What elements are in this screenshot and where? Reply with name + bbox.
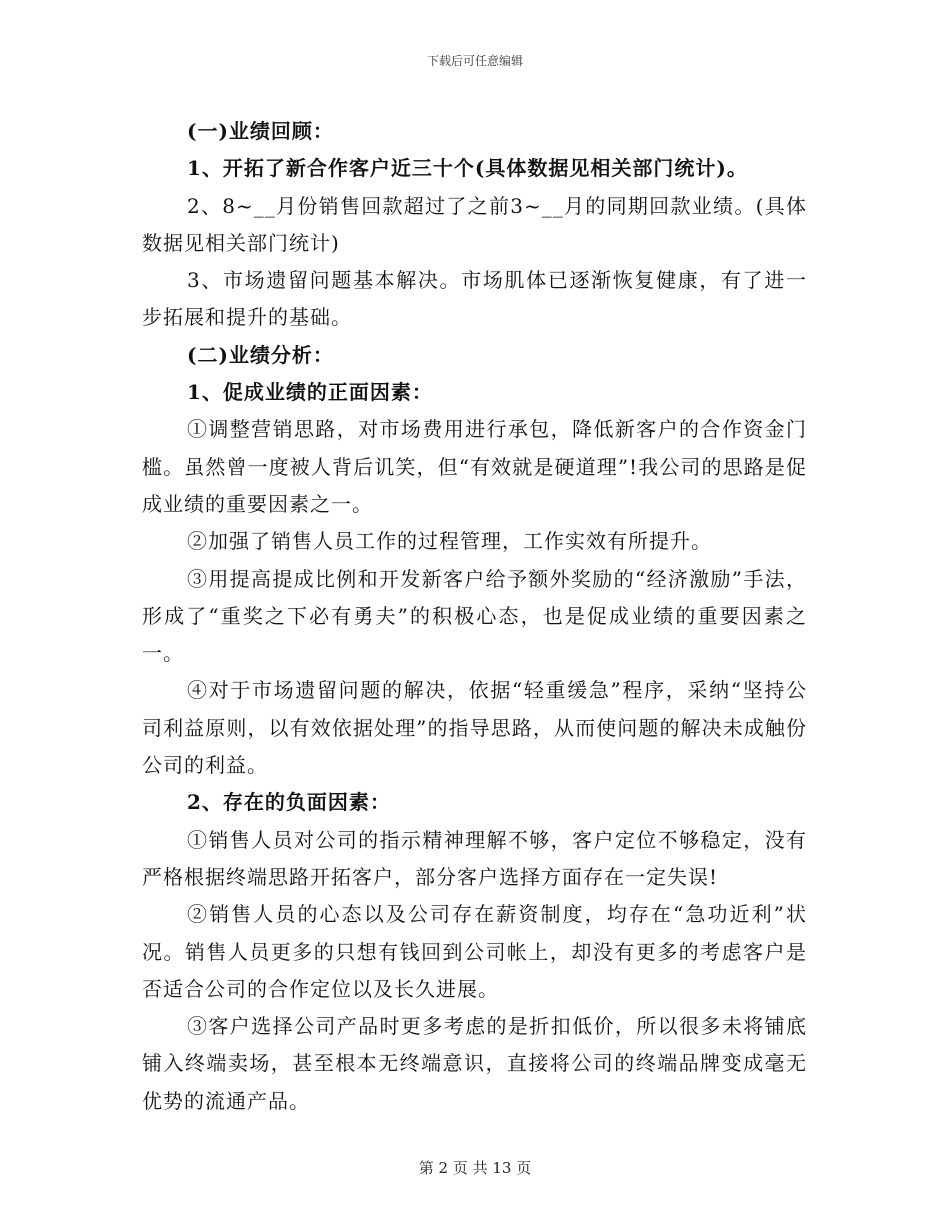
subheading-positive-factors: 1、促成业绩的正面因素： [187,380,433,405]
positive-factor-2: ②加强了销售人员工作的过程管理，工作实效有所提升。 [187,529,712,554]
subheading-negative-factors: 2、存在的负面因素： [187,790,391,815]
positive-factor-3: ③用提高提成比例和开发新客户给予额外奖励的“经济激励”手法，形成了“重奖之下必有勇夫”的积极心态，也是促成业绩的重要因素之一。 [142,566,807,666]
section-heading-analysis: (二)业绩分析： [187,342,334,367]
positive-factor-4: ④对于市场遗留问题的解决，依据“轻重缓急”程序，采纳“坚持公司利益原则，以有效依据处理”的指导思路，从而使问题的解决未成触份公司的利益。 [142,678,807,778]
review-item-1: 1、开拓了新合作客户近三十个(具体数据见相关部门统计)。 [187,156,748,181]
document-body [142,113,807,1120]
page-header: 下载后可任意编辑 [426,54,523,68]
negative-factor-3: ③客户选择公司产品时更多考虑的是折扣低价，所以很多未将铺底铺入终端卖场，甚至根本无终端意识，直接将公司的终端品牌变成毫无优势的流通产品。 [142,1014,807,1113]
negative-factor-2: ②销售人员的心态以及公司存在薪资制度，均存在“急功近利”状况。销售人员更多的只想有钱回到公司帐上，却没有更多的考虑客户是否适合公司的合作定位以及长久进展。 [142,902,807,1001]
page-number-footer: 第 2 页 共 13 页 [418,1159,532,1177]
positive-factor-1: ①调整营销思路，对市场费用进行承包，降低新客户的合作资金门槛。虽然曾一度被人背后讥笑，但“有效就是硬道理”!我公司的思路是促成业绩的重要因素之一。 [142,417,807,516]
review-item-3: 3、市场遗留问题基本解决。市场肌体已逐渐恢复健康，有了进一步拓展和提升的基础。 [142,268,807,330]
review-item-2: 2、8~__月份销售回款超过了之前3~__月的同期回款业绩。(具体数据见相关部门统计) [142,193,807,255]
negative-factor-1: ①销售人员对公司的指示精神理解不够，客户定位不够稳定，没有严格根据终端思路开拓客户，部分客户选择方面存在一定失误! [142,827,807,889]
section-heading-review: (一)业绩回顾： [187,119,334,143]
